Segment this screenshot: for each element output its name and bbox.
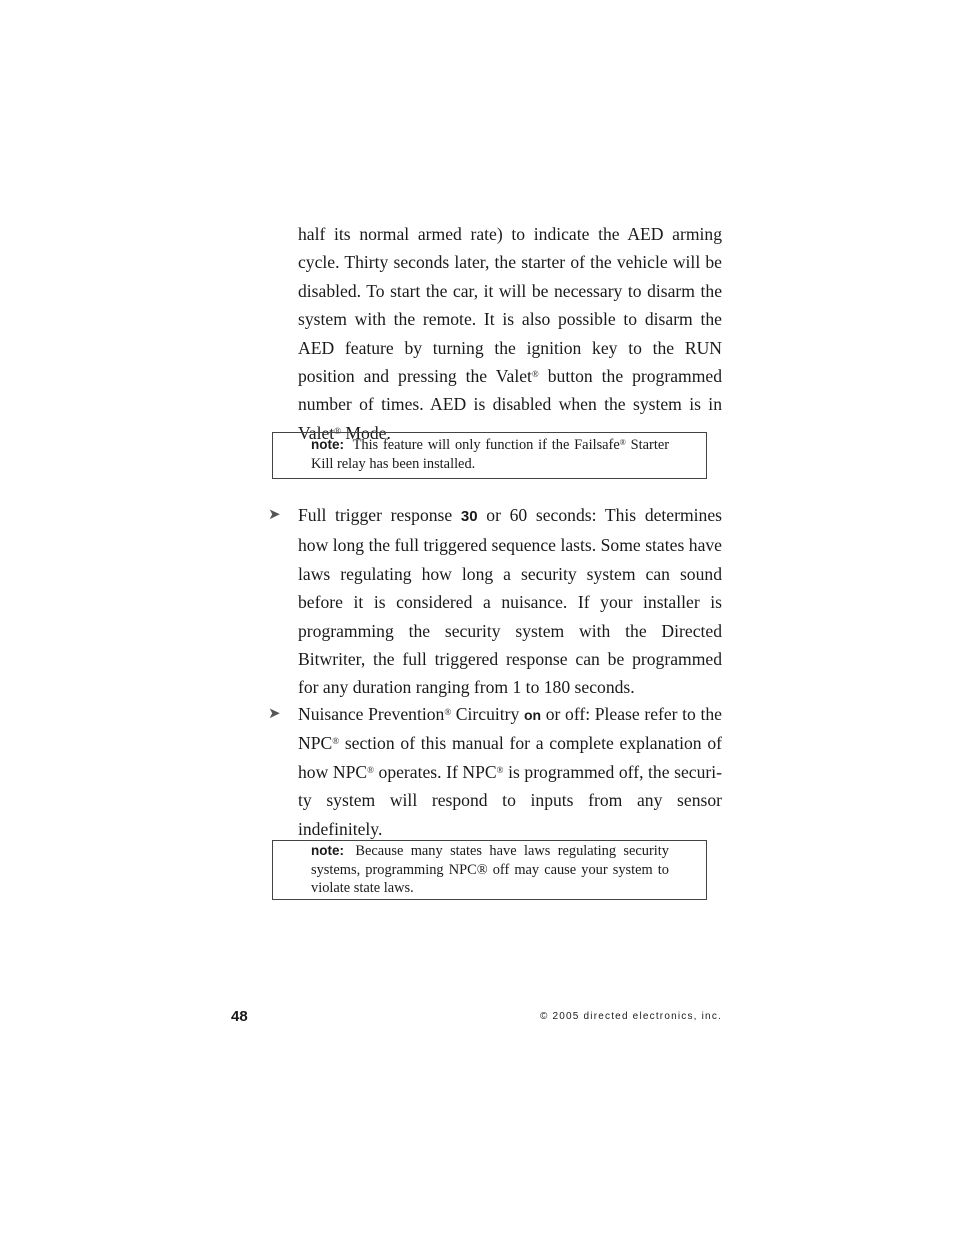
note-text: note: Because many states have laws regulating security systems, programming NPC® off may cause your system to violate state laws. (311, 843, 669, 896)
bullet-arrow-icon: ➤ (268, 706, 281, 722)
page-number: 48 (231, 1008, 248, 1025)
default-value: 30 (460, 508, 478, 525)
default-value: on (523, 707, 542, 723)
registered-mark: ® (367, 764, 374, 775)
list-item-nuisance-prevention: Nuisance Prevention® Circuitry on or off: Please refer to the NPC® section of this manual for a complete explanation of how NPC® operates. If NPC® is programmed off, the securi-ty system will respond to inputs from any sensor indefinitely. (298, 704, 722, 839)
registered-mark: ® (334, 425, 341, 436)
registered-mark: ® (332, 736, 340, 747)
registered-mark: ® (444, 707, 452, 717)
copyright-notice: © 2005 directed electronics, inc. (539, 1011, 722, 1022)
registered-mark: ® (496, 764, 504, 775)
note-box (272, 432, 707, 479)
registered-mark: ® (619, 438, 626, 447)
list-item-full-trigger-response: Full trigger response 30 or 60 seconds: This determines how long the full triggered sequence lasts. Some states have laws regulating how long a security system can sound before it is considered a nuisance. If your installer is programming the security system with the Directed Bitwriter, the full triggered response can be programmed for any duration ranging from 1 to 180 seconds. (298, 505, 723, 698)
body-paragraph: half its normal armed rate) to indicate the AED arming cycle. Thirty seconds later, the starter of the vehicle will be disabled. To start the car, it will be necessary to disarm the system with the remote. It is also possible to disarm the AED feature by turning the ignition key to the RUN position and pressing the Valet® button the programmed number of times. AED is disabled when the system is in Valet® Mode. (298, 224, 722, 443)
note-box (272, 840, 707, 900)
registered-mark: ® (531, 369, 539, 380)
note-label: note: (311, 843, 344, 858)
note-text: note: This feature will only function if the Failsafe® Starter Kill relay has been installed. (311, 437, 669, 472)
bullet-arrow-icon: ➤ (268, 507, 281, 523)
note-label: note: (311, 437, 344, 452)
